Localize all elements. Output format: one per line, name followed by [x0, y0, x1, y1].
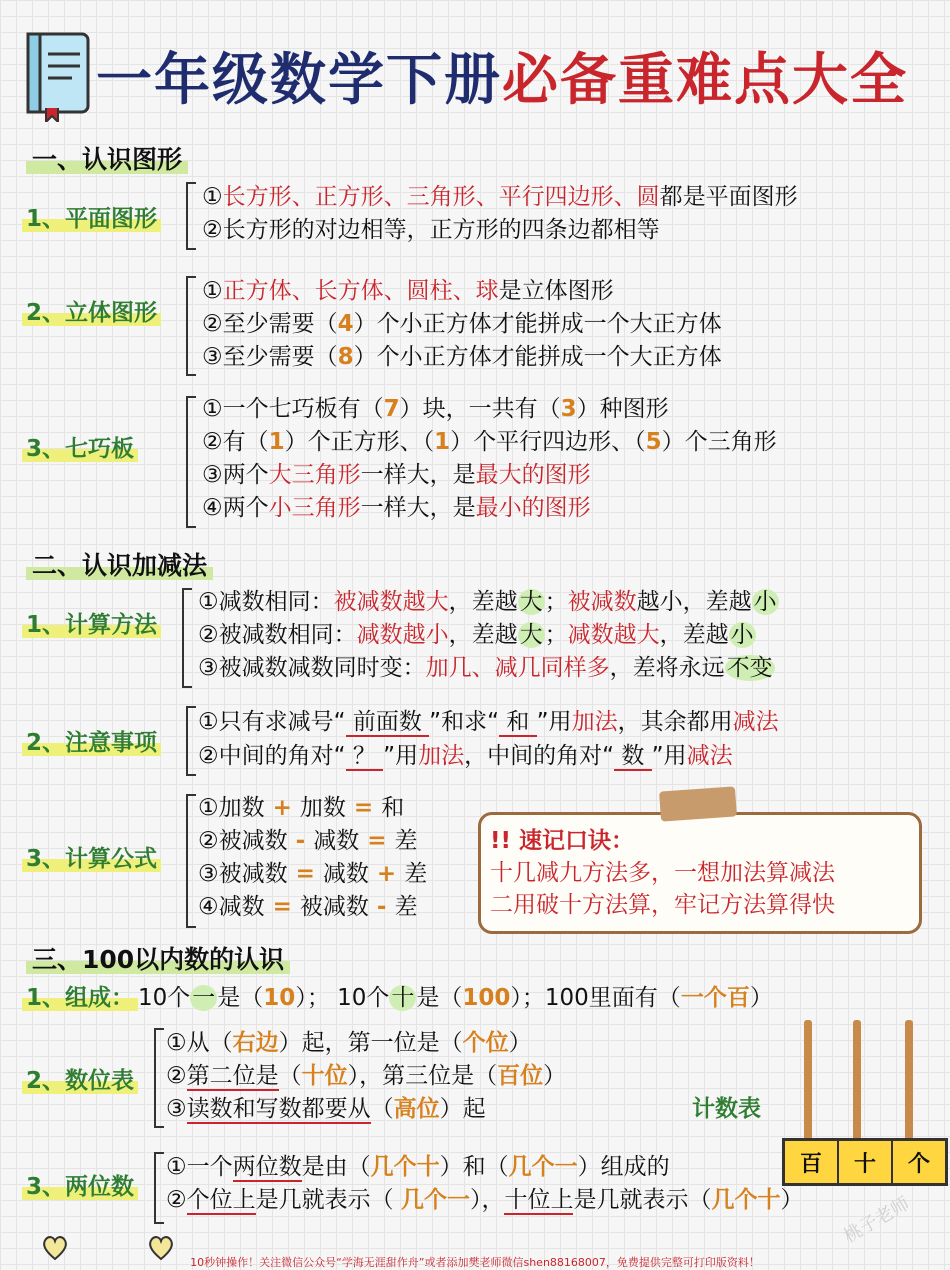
text-line: ②个位上是几就表示（ 几个一），十位上是几就表示（几个十）	[166, 1187, 804, 1213]
text-line: ①从（右边）起，第一位是（个位）	[166, 1030, 532, 1056]
text-line: ①加数 + 加数 = 和	[198, 795, 405, 821]
abacus-col-hundreds: 百	[785, 1141, 839, 1183]
subsection-plane-shapes: 1、平面图形	[22, 200, 161, 233]
abacus-col-tens: 十	[839, 1141, 893, 1183]
text-line: ②有（1）个正方形、（1）个平行四边形、（5）个三角形	[202, 429, 777, 455]
text-line: ②第二位是（十位），第三位是（百位）	[166, 1063, 567, 1089]
abacus-label: 计数表	[692, 1096, 761, 1122]
text-line: ②被减数 - 减数 = 差	[198, 828, 418, 854]
watermark: 桃子老师	[840, 1193, 914, 1248]
brace	[186, 182, 196, 250]
text-line: ③两个大三角形一样大，是最大的图形	[202, 462, 591, 488]
text-line: ②被减数相同：减数越小，差越大；减数越大，差越小	[198, 622, 754, 648]
abacus-rod	[905, 1020, 913, 1140]
text-line: ②长方形的对边相等，正方形的四条边都相等	[202, 217, 660, 243]
section-title-shapes: 一、认识图形	[26, 140, 188, 176]
subsection-notes: 2、注意事项	[22, 724, 161, 757]
brace	[186, 396, 196, 528]
text-line: 1、组成： 10个一是（10）； 10个十是（100）；100里面有（一个百）	[22, 982, 773, 1014]
text-line: ③被减数减数同时变：加几、减几同样多，差将永远不变	[198, 655, 773, 681]
text-line: ③至少需要（8）个小正方体才能拼成一个大正方体	[202, 344, 722, 370]
text-line: ①只有求减号“ 前面数 ”和求“ 和 ”用加法，其余都用减法	[198, 709, 779, 735]
section-title-add-subtract: 二、认识加减法	[26, 546, 213, 582]
abacus-base	[782, 1138, 948, 1186]
brace	[186, 794, 196, 928]
brace	[186, 276, 196, 376]
abacus-col-ones: 个	[907, 1151, 930, 1177]
text-line: ③被减数 = 减数 + 差	[198, 861, 428, 887]
tape-decoration	[659, 786, 737, 821]
text-line: ①减数相同：被减数越大，差越大；被减数越小，差越小	[198, 589, 777, 615]
footer-note: 10秒钟操作！关注微信公众号“学海无涯甜作舟”或者添加樊老师微信shen88168007，免费提供完整可打印版资料！	[190, 1256, 760, 1269]
subsection-methods: 1、计算方法	[22, 606, 161, 639]
text-line: ③读数和写数都要从（高位）起	[166, 1096, 486, 1122]
abacus-rod	[853, 1020, 861, 1140]
subsection-formulas: 3、计算公式	[22, 840, 161, 873]
text-line: ④减数 = 被减数 - 差	[198, 894, 418, 920]
subsection-place-value: 2、数位表	[22, 1062, 138, 1095]
text-line: ①长方形、正方形、三角形、平行四边形、圆都是平面图形	[202, 184, 798, 210]
text-line: ①一个七巧板有（7）块，一共有（3）种图形	[202, 396, 669, 422]
notebook-icon	[22, 30, 94, 122]
page-title: 一年级数学下册必备重难点大全	[96, 48, 908, 113]
text-line: ①一个两位数是由（几个十）和（几个一）组成的	[166, 1154, 670, 1180]
text-line: ②中间的角对“ ？ ”用加法，中间的角对“ 数 ”用减法	[198, 743, 733, 769]
mnemonic-line: 二用破十方法算，牢记方法算得快	[490, 892, 835, 918]
mnemonic-line: 十几减九方法多，一想加法算减法	[490, 860, 835, 886]
text-line: ④两个小三角形一样大，是最小的图形	[202, 495, 591, 521]
abacus-rod	[804, 1020, 812, 1140]
brace	[186, 706, 196, 776]
text-line: ②至少需要（4）个小正方体才能拼成一个大正方体	[202, 311, 722, 337]
text-line: ①正方体、长方体、圆柱、球是立体图形	[202, 278, 614, 304]
subsection-tangram: 3、七巧板	[22, 430, 138, 463]
mnemonic-title: !! 速记口诀：	[490, 828, 634, 854]
section-title-numbers: 三、100以内数的认识	[26, 940, 290, 976]
subsection-two-digit: 3、两位数	[22, 1168, 138, 1201]
subsection-solid-shapes: 2、立体图形	[22, 294, 161, 327]
brace	[154, 1028, 164, 1128]
brace	[154, 1152, 164, 1224]
brace	[182, 588, 192, 688]
